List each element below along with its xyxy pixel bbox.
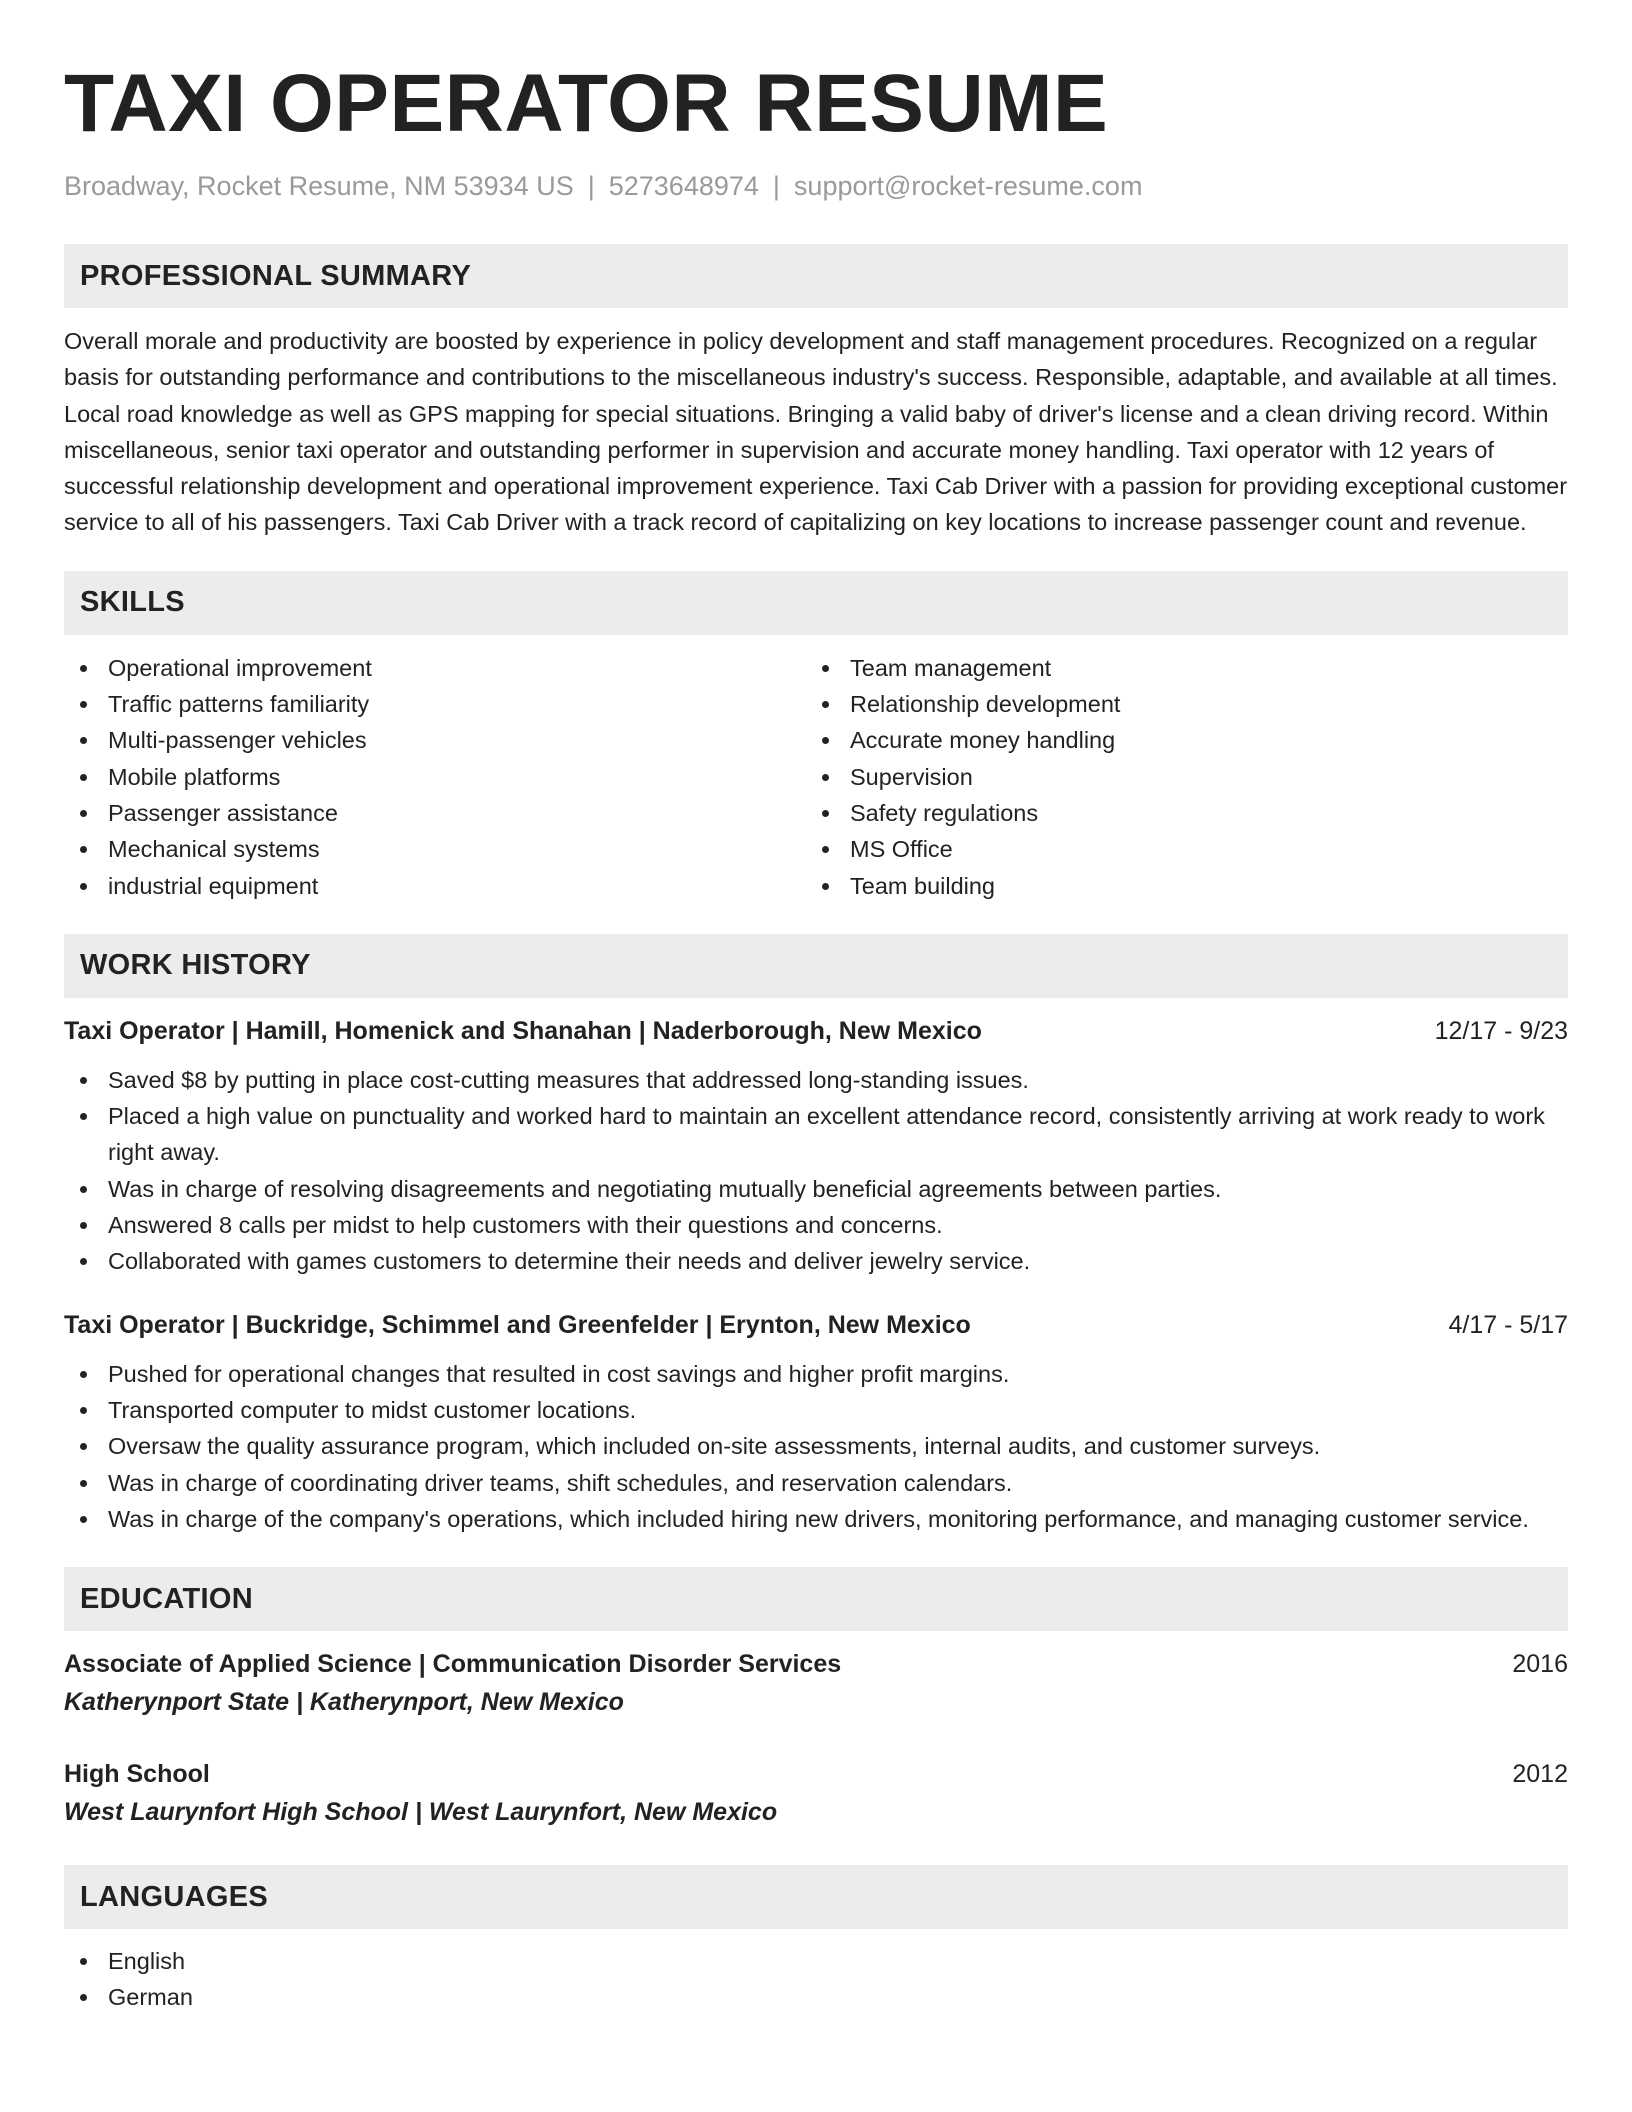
summary-text: Overall morale and productivity are boosted by experience in policy development and staff management procedures. Recognized on a regular basis for outstanding performance and contributions to the miscellaneous industry's success. Responsible, adaptable, and available at all times. Local road knowledge as well as GPS mapping for special situations. Bringing a valid baby of driver's license and a clean driving record. Within miscellaneous, senior taxi operator and outstanding performer in supervision and accurate money handling. Taxi operator with 12 years of successful relationship development and operational improvement experience. Taxi Cab Driver with a passion for providing exceptional customer service to all of his passengers. Taxi Cab Driver with a track record of capitalizing on key locations to increase passenger count and revenue. — [64, 328, 1568, 536]
resume-page — [64, 56, 1568, 2016]
skill-item: Team building — [806, 868, 1548, 904]
skills-column-right — [806, 650, 1548, 904]
skill-item: industrial equipment — [64, 868, 806, 904]
language-item: German — [64, 1979, 1568, 2015]
section-header-summary: PROFESSIONAL SUMMARY — [64, 244, 1568, 308]
skill-item: Team management — [806, 650, 1548, 686]
contact-email: support@rocket-resume.com — [793, 171, 1143, 201]
section-header-languages: LANGUAGES — [64, 1865, 1568, 1929]
contact-phone: 5273648974 — [608, 171, 759, 201]
skill-item: Relationship development — [806, 686, 1548, 722]
contact-line — [64, 168, 1568, 204]
education-entry — [64, 1755, 1568, 1831]
job-dates: 4/17 - 5/17 — [1448, 1310, 1568, 1339]
job-bullet: Pushed for operational changes that resulted in cost savings and higher profit margins. — [64, 1356, 1568, 1392]
education-year: 2016 — [1512, 1650, 1568, 1679]
languages-list — [64, 1943, 1568, 2016]
job-bullet: Answered 8 calls per midst to help customers with their questions and concerns. — [64, 1207, 1568, 1243]
skill-item: Passenger assistance — [64, 795, 806, 831]
contact-address: Broadway, Rocket Resume, NM 53934 US — [64, 171, 574, 201]
contact-separator: | — [587, 171, 595, 201]
job-dates: 12/17 - 9/23 — [1434, 1016, 1568, 1045]
skills-list — [64, 650, 1568, 904]
job-heading — [64, 1306, 1568, 1344]
job-bullet: Saved $8 by putting in place cost-cutting measures that addressed long-standing issues. — [64, 1062, 1568, 1098]
section-header-skills: SKILLS — [64, 571, 1568, 635]
education-degree: Associate of Applied Science | Communication Disorder Services — [64, 1650, 842, 1679]
job-bullet: Collaborated with games customers to determine their needs and deliver jewelry service. — [64, 1243, 1568, 1279]
education-school: Katherynport State | Katherynport, New Mexico — [64, 1688, 624, 1717]
job-entry — [64, 1012, 1568, 1280]
job-bullet: Oversaw the quality assurance program, which included on-site assessments, internal audits, and customer surveys. — [64, 1428, 1568, 1464]
resume-title: TAXI OPERATOR RESUME — [64, 58, 1109, 149]
section-header-education: EDUCATION — [64, 1567, 1568, 1631]
education-year: 2012 — [1512, 1760, 1568, 1789]
skill-item: Operational improvement — [64, 650, 806, 686]
education-heading — [64, 1755, 1568, 1793]
job-bullet: Was in charge of resolving disagreements and negotiating mutually beneficial agreements between parties. — [64, 1171, 1568, 1207]
job-bullets — [64, 1356, 1568, 1537]
job-entry — [64, 1306, 1568, 1537]
job-bullet: Was in charge of coordinating driver teams, shift schedules, and reservation calendars. — [64, 1465, 1568, 1501]
skills-column-left — [64, 650, 806, 904]
job-title: Taxi Operator | Hamill, Homenick and Shanahan | Naderborough, New Mexico — [64, 1016, 982, 1045]
skill-item: MS Office — [806, 831, 1548, 867]
job-title: Taxi Operator | Buckridge, Schimmel and Greenfelder | Erynton, New Mexico — [64, 1310, 971, 1339]
skill-item: Traffic patterns familiarity — [64, 686, 806, 722]
education-school: West Laurynfort High School | West Laurynfort, New Mexico — [64, 1798, 778, 1827]
section-header-work-history: WORK HISTORY — [64, 934, 1568, 998]
skill-item: Mechanical systems — [64, 831, 806, 867]
skill-item: Accurate money handling — [806, 722, 1548, 758]
education-degree: High School — [64, 1760, 210, 1789]
job-bullet: Placed a high value on punctuality and worked hard to maintain an excellent attendance record, consistently arriving at work ready to work right away. — [64, 1098, 1568, 1171]
job-bullet: Transported computer to midst customer locations. — [64, 1392, 1568, 1428]
skill-item: Multi-passenger vehicles — [64, 722, 806, 758]
skill-item: Mobile platforms — [64, 759, 806, 795]
education-entry — [64, 1645, 1568, 1721]
job-bullets — [64, 1062, 1568, 1280]
contact-separator: | — [772, 171, 780, 201]
job-bullet: Was in charge of the company's operations, which included hiring new drivers, monitoring performance, and managing customer service. — [64, 1501, 1568, 1537]
skill-item: Safety regulations — [806, 795, 1548, 831]
language-item: English — [64, 1943, 1568, 1979]
job-heading — [64, 1012, 1568, 1050]
education-heading — [64, 1645, 1568, 1683]
skill-item: Supervision — [806, 759, 1548, 795]
